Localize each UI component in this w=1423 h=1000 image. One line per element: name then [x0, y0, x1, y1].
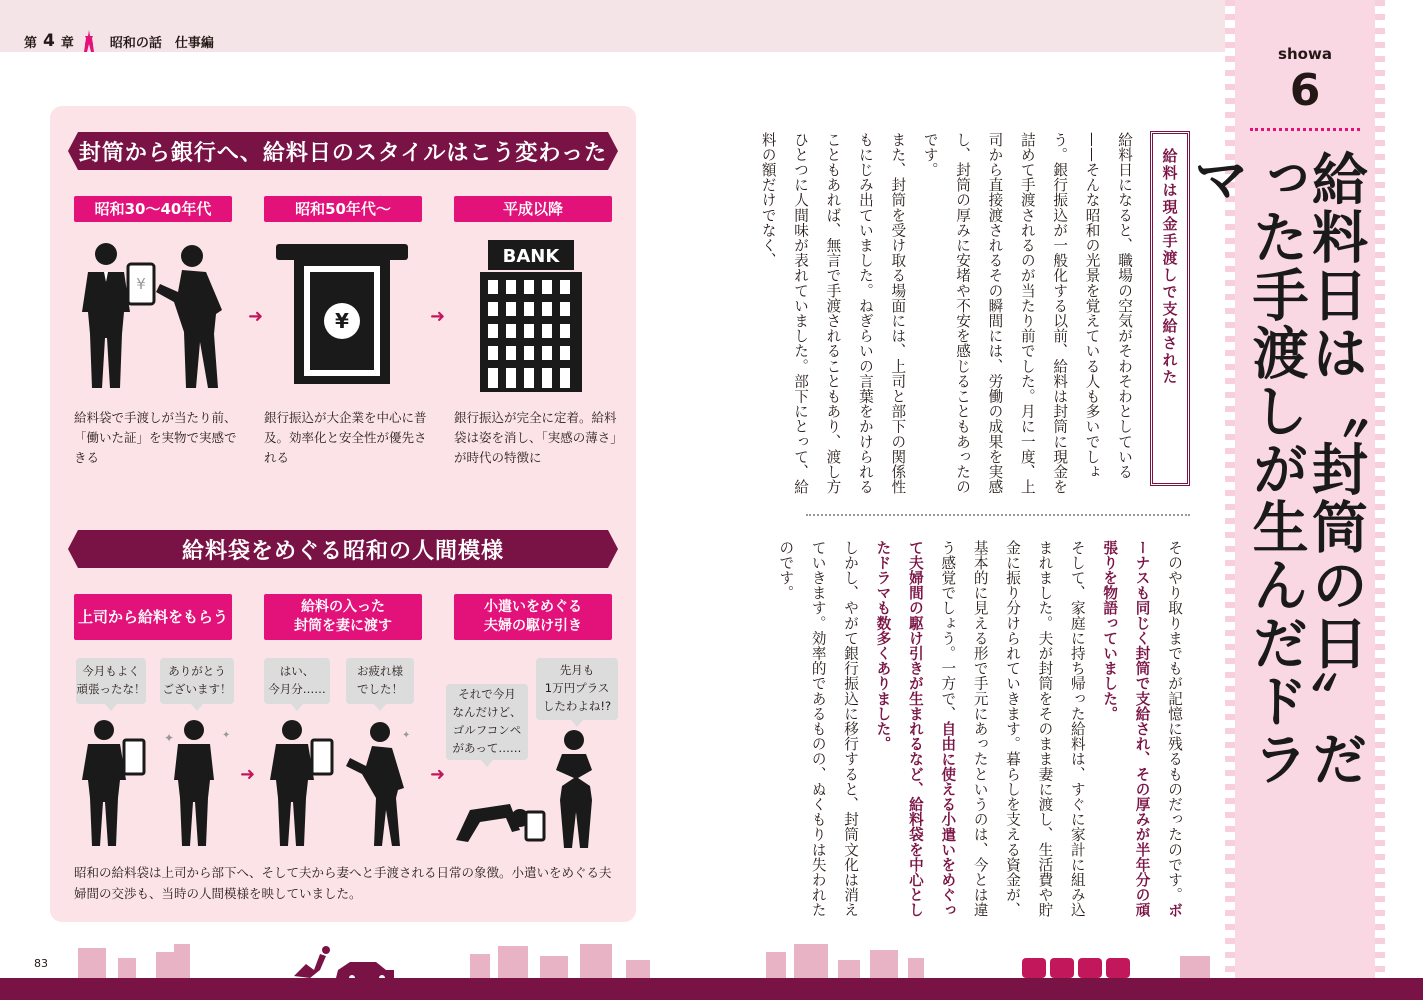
scene-tag-2: 給料の入った 封筒を妻に渡す	[264, 594, 422, 640]
speech-bubble-3: はい、 今月分……	[264, 658, 330, 704]
footer-bar	[0, 978, 1423, 1000]
para-4a: そして、家庭に持ち帰った給料は、すぐに家計に組み込まれました。夫が封筒をそのまま妻に渡し、生活費や貯金に振り分けられていきます。暮らしを支える資金が、基本的に見える形で手元にあったというのは、今とは違う感覚でしょう。一方で、	[939, 540, 1086, 918]
section1-title: 封筒から銀行へ、給料日のスタイルはこう変わった	[78, 132, 608, 170]
body-lower	[777, 540, 1190, 920]
era-caption-2: 銀行振込が大企業を中心に普及。効率化と安全性が優先される	[264, 410, 427, 465]
body-upper	[759, 132, 1140, 497]
bank-building-icon	[476, 238, 586, 394]
husband-wife-illustration	[262, 718, 422, 848]
section2-title: 給料袋をめぐる昭和の人間模様	[78, 530, 608, 568]
showa-label: showa	[1278, 45, 1332, 63]
svg-text:✦: ✦	[402, 730, 411, 741]
film-strip-right	[1375, 0, 1385, 1000]
city-skyline-right	[760, 940, 1220, 980]
bottom-note: 昭和の給料袋は上司から部下へ、そして夫から妻へと手渡される日常の象徴。小遣いをめぐる夫婦間の交渉も、当時の人間模様を映していました。	[74, 865, 612, 902]
atm-banknote-illustration	[272, 240, 412, 390]
para-3a: そのやり取りまでもが記憶に残るものだったのです。	[1166, 540, 1183, 903]
arrow-2-icon: ➜	[430, 306, 446, 327]
era-tag-1: 昭和30〜40年代	[74, 196, 232, 222]
scene-tag-1: 上司から給料をもらう	[74, 594, 232, 640]
tokyo-tower-icon	[80, 30, 98, 52]
para-4b: 自由に使える小遣いをめぐって夫婦間の駆け引きが生まれるなど、給料袋を中心としたドラマも数多くありました。	[874, 540, 957, 918]
speech-bubble-1: 今月もよく 頑張ったな！	[76, 658, 146, 704]
arrow-3-icon: ➜	[240, 764, 256, 785]
heading-box: 給料は現金手渡しで支給された	[1150, 131, 1190, 486]
era-caption-3: 銀行振込が完全に定着。給料袋は姿を消し、「実感の薄さ」が時代の特徴に	[454, 410, 623, 465]
bank-sign: BANK	[502, 246, 560, 267]
handover-illustration	[66, 242, 236, 392]
speech-bubble-6: 先月も 1万円プラス したわよね!?	[536, 658, 618, 720]
negotiation-illustration	[450, 730, 620, 850]
band-divider	[1250, 128, 1360, 131]
chapter-prefix: 第	[24, 35, 38, 51]
right-margin	[1385, 0, 1423, 1000]
speech-bubble-4: お疲れ様 でした！	[346, 658, 414, 704]
chapter-header	[24, 30, 214, 52]
era-caption-1: 給料袋で手渡しが当たり前、「働いた証」を実物で実感できる	[74, 410, 237, 465]
arrow-1-icon: ➜	[248, 306, 264, 327]
era-tag-3: 平成以降	[454, 196, 612, 222]
svg-text:✦: ✦	[164, 731, 175, 745]
scene-tag-3: 小遣いをめぐる 夫婦の駆け引き	[454, 594, 612, 640]
chapter-number: 4	[43, 31, 55, 51]
para-5: しかし、やがて銀行振込に移行すると、封筒文化は消えていきます。効率的であるものの、ぬくもりは失われたのです。	[777, 540, 860, 918]
divider	[806, 514, 1190, 516]
boss-employee-illustration	[74, 718, 234, 848]
showa-number: 6	[1289, 65, 1321, 116]
page-title: 給料日は〝封筒の日〟だった手渡しが生んだドラマ	[1184, 150, 1368, 788]
yen-sign: ¥	[136, 275, 146, 293]
speech-bubble-2: ありがとう ございます！	[160, 658, 234, 704]
para-2: また、封筒を受け取る場面には、上司と部下の関係性もにじみ出ていました。ねぎらいの言葉をかけられることもあれば、無言で手渡されることもあり、渡し方ひとつに人間味が表れていました。部下にとって、給料の額だけでなく、	[759, 132, 907, 495]
para-3b: ボーナスも同じく封筒で支給され、その厚みが半年分の頑張りを物語っていました。	[1101, 540, 1183, 918]
note-yen-sign: ¥	[335, 309, 349, 333]
para-1: 給料日になると、職場の空気がそわそわとしている——そんな昭和の光景を覚えている人も多いでしょう。銀行振込が一般化する以前、給料は封筒に現金を詰めて手渡されるのが当たり前でした。月に一度、上司から直接渡されるその瞬間には、労働の成果を実感し、封筒の厚みに安堵や不安を感じることもあったのです。	[921, 132, 1133, 495]
svg-text:✦: ✦	[222, 730, 231, 741]
chapter-suffix: 章	[60, 35, 74, 51]
era-tag-2: 昭和50年代〜	[264, 196, 422, 222]
city-skyline-left	[70, 940, 690, 980]
chapter-title: 昭和の話 仕事編	[109, 35, 214, 51]
arrow-4-icon: ➜	[430, 764, 446, 785]
speech-bubble-5: それで今月 なんだけど、 ゴルフコンペ があって……	[446, 684, 528, 760]
page-number-left: 83	[34, 957, 48, 970]
